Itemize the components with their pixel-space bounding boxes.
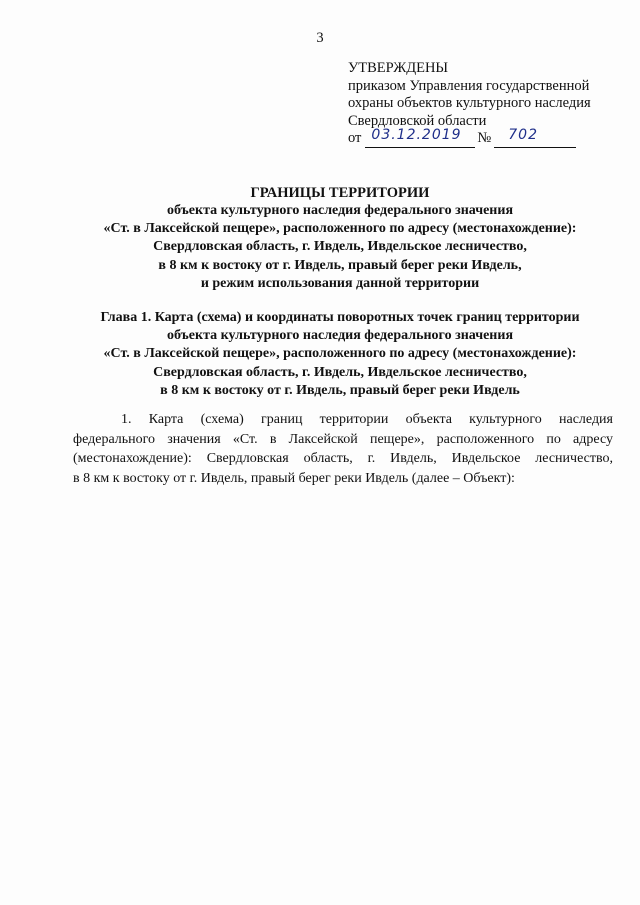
title-line: и режим использования данной территории <box>200 275 480 291</box>
approval-date-number-row <box>348 126 628 148</box>
approval-line: Свердловской области <box>348 112 487 129</box>
chapter-line: объекта культурного наследия федерального значения <box>166 328 514 344</box>
number-field <box>494 126 576 148</box>
approval-line: охраны объектов культурного наследия <box>348 95 591 111</box>
document-title <box>40 184 640 293</box>
paragraph-line: федерального значения «Ст. в Лаксейской пещере», расположенного по адресу <box>73 431 613 447</box>
from-label: от <box>348 130 362 146</box>
date-field <box>365 126 475 148</box>
chapter-line: Глава 1. Карта (схема) и координаты поворотных точек границ территории <box>100 310 580 325</box>
title-line: Свердловская область, г. Ивдель, Ивдельское лесничество, <box>153 239 527 255</box>
body-paragraph <box>73 410 613 488</box>
approval-line: приказом Управления государственной <box>348 77 590 94</box>
chapter-line: в 8 км к востоку от г. Ивдель, правый берег реки Ивдель <box>160 382 520 398</box>
chapter-line: «Ст. в Лаксейской пещере», расположенного по адресу (местонахождение): <box>103 346 577 362</box>
chapter-line: Свердловская область, г. Ивдель, Ивдельское лесничество, <box>153 364 527 380</box>
page-number: 3 <box>316 30 324 46</box>
paragraph-line: 1. Карта (схема) границ территории объекта культурного наследия <box>121 412 613 427</box>
title-main: ГРАНИЦЫ ТЕРРИТОРИИ <box>250 185 430 201</box>
handwritten-number: 702 <box>508 126 538 143</box>
approval-heading: УТВЕРЖДЕНЫ <box>348 60 449 76</box>
paragraph-line: в 8 км к востоку от г. Ивдель, правый берег реки Ивдель (далее – Объект): <box>73 470 515 486</box>
title-line: в 8 км к востоку от г. Ивдель, правый берег реки Ивдель, <box>158 257 522 273</box>
chapter-heading <box>40 309 640 400</box>
title-line: «Ст. в Лаксейской пещере», расположенного по адресу (местонахождение): <box>103 221 577 237</box>
paragraph-line: (местонахождение): Свердловская область, г. Ивдель, Ивдельское лесничество, <box>73 451 613 466</box>
handwritten-date: 03.12.2019 <box>371 126 462 143</box>
approval-stamp <box>348 60 628 148</box>
number-label: № <box>477 130 492 146</box>
title-line: объекта культурного наследия федерального значения <box>166 203 514 218</box>
